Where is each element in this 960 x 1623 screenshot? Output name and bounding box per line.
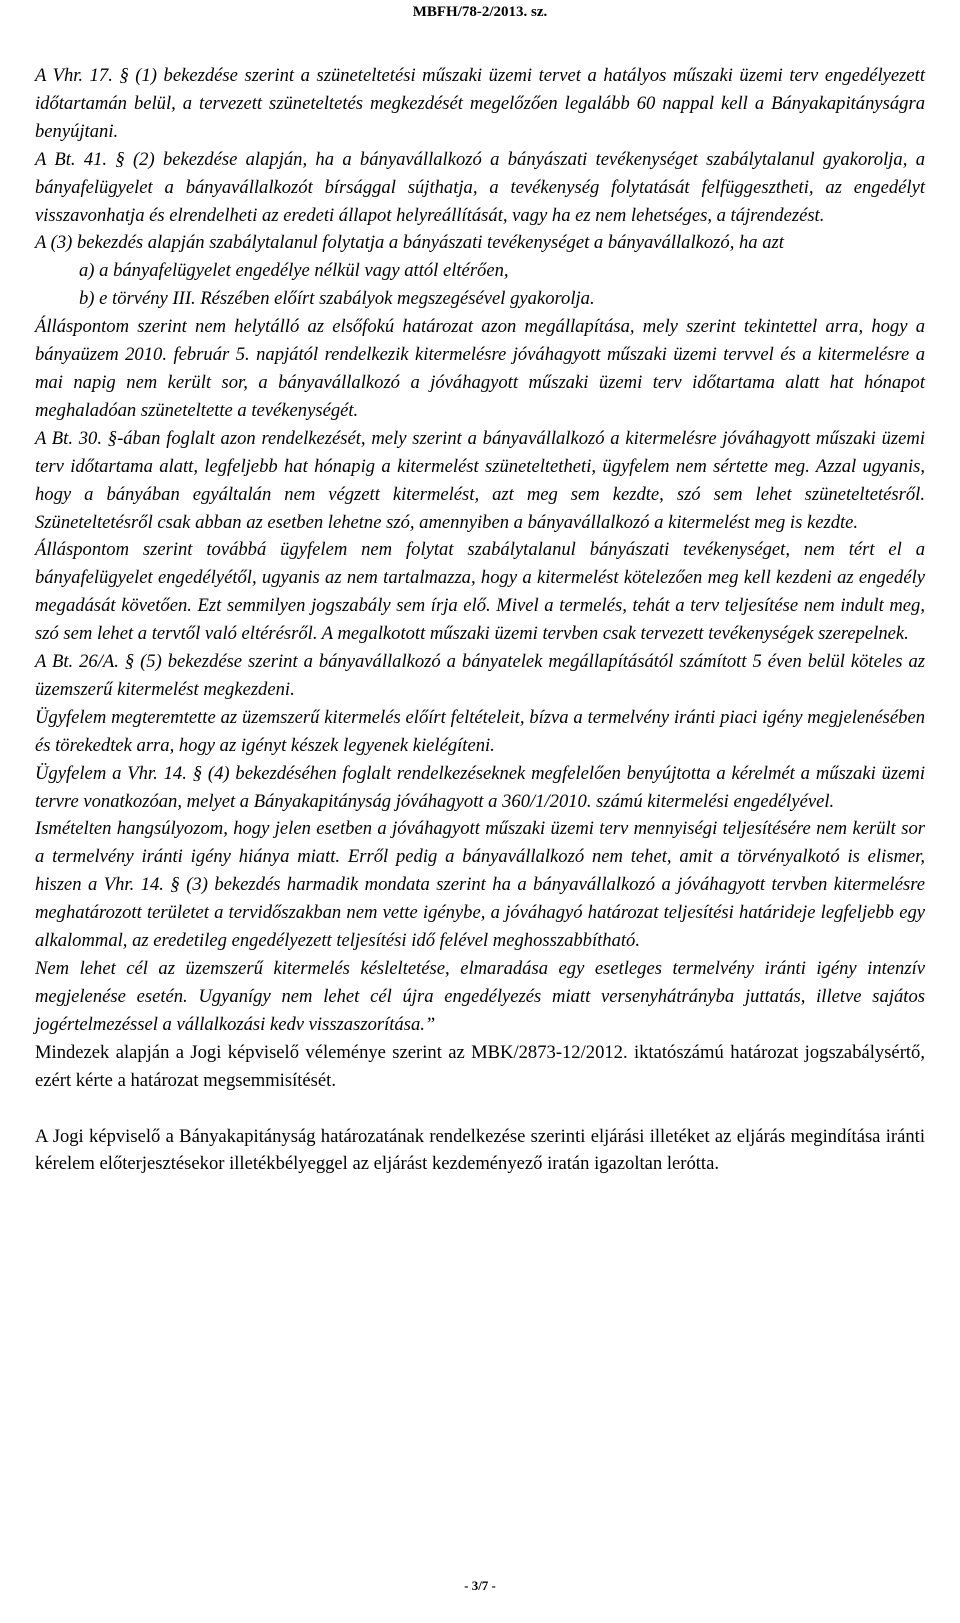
paragraph-bekezdes-3: A (3) bekezdés alapján szabálytalanul folytatja a bányászati tevékenységet a bányavállalkozó, ha azt: [35, 232, 784, 254]
paragraph-ugyfelem-2: Ügyfelem a Vhr. 14. § (4) bekezdéséhen foglalt rendelkezéseknek megfelelően benyújtotta a kérelmét a műszaki üzemi tervre vonatkozóan, melyet a Bányakapitányság jóváhagyott a 360/1/2010. számú kitermelési engedélyével.: [35, 762, 925, 812]
document-body: [35, 62, 925, 1178]
paragraph-bt-41: A Bt. 41. § (2) bekezdése alapján, ha a bányavállalkozó a bányászati tevékenységet szabálytalanul gyakorolja, a bányafelügyelet a bányavállalkozót bírsággal sújthatja, a tevékenység folytatását felfüggesztheti, az engedélyt visszavonhatja és elrendelheti az eredeti állapot helyreállítását, vagy ha ez nem lehetséges, a tájrendezést.: [35, 148, 925, 226]
paragraph-spacer: [35, 1095, 925, 1123]
paragraph-illetek: A Jogi képviselő a Bányakapitányság határozatának rendelkezése szerinti eljárási illetéket az eljárás megindítása iránti kérelem előterjesztésekor illetékbélyeggel az eljárást kezdeményező iratán igazoltan lerótta.: [35, 1125, 925, 1175]
paragraph-bt-26a: A Bt. 26/A. § (5) bekezdése szerint a bányavállalkozó a bányatelek megállapításától számított 5 éven belül köteles az üzemszerű kitermelést megkezdeni.: [35, 651, 925, 700]
paragraph-nem-lehet-cel: Nem lehet cél az üzemszerű kitermelés késleltetése, elmaradása egy esetleges termelvény iránti igény intenzív megjelenése esetén. Ugyanígy nem lehet cél újra engedélyezés miatt versenyhátrányba juttatás, illetve sajátos jogértelmezéssel a vállalkozási kedv visszaszorítása.”: [35, 958, 925, 1035]
list-item-a: a) a bányafelügyelet engedélye nélkül vagy attól eltérően,: [79, 260, 509, 282]
paragraph-vhr-17: A Vhr. 17. § (1) bekezdése szerint a szüneteltetési műszaki üzemi tervet a hatályos műszaki üzemi terv engedélyezett időtartamán belül, a tervezett szüneteltetés megkezdését megelőzően legalább 60 nappal kell a Bányakapitányságra benyújtani.: [35, 65, 925, 142]
paragraph-allaspontom-1: Álláspontom szerint nem helytálló az elsőfokú határozat azon megállapítása, mely szerint tekintettel arra, hogy a bányaüzem 2010. február 5. napjától rendelkezik kitermelésre jóváhagyott műszaki üzemi tervvel és a kitermelésre a mai napig nem került sor, a bányavállalkozó a jóváhagyott műszaki üzemi terv időtartama alatt hat hónapot meghaladóan szüneteltette a tevékenységét.: [35, 316, 925, 421]
page-number-footer: - 3/7 -: [464, 1578, 496, 1593]
document-reference-header: MBFH/78-2/2013. sz.: [412, 4, 548, 20]
paragraph-bt-30: A Bt. 30. §-ában foglalt azon rendelkezését, mely szerint a bányavállalkozó a kitermelésre jóváhagyott műszaki üzemi terv időtartama alatt, legfeljebb hat hónapig a kitermelést szüneteltetheti, ügyfelem nem sértette meg. Azzal ugyanis, hogy a bányában egyáltalán nem végzett kitermelést, azt meg sem kezdte, szó sem lehet szüneteltetésről. Szüneteltetésről csak abban az esetben lehetne szó, amennyiben a bányavállalkozó a kitermelést meg is kezdte.: [35, 427, 925, 533]
paragraph-ugyfelem-1: Ügyfelem megteremtette az üzemszerű kitermelés előírt feltételeit, bízva a termelvény iránti piaci igény megjelenésében és törekedtek arra, hogy az igényt készek legyenek kielégíteni.: [35, 706, 925, 756]
paragraph-allaspontom-2: Álláspontom szerint továbbá ügyfelem nem folytat szabálytalanul bányászati tevékenységet, nem tért el a bányafelügyelet engedélyétől, ugyanis az nem tartalmazza, hogy a kitermelést kötelezően meg kell kezdeni az engedély megadását követően. Ezt semmilyen jogszabály sem írja elő. Mivel a termelés, tehát a terv teljesítése nem indult meg, szó sem lehet a tervtől való eltérésről. A megalkotott műszaki üzemi tervben csak tervezett tevékenységek szerepelnek.: [35, 539, 925, 645]
paragraph-ismetelten: Ismételten hangsúlyozom, hogy jelen esetben a jóváhagyott műszaki üzemi terv mennyiségi teljesítésére nem került sor a termelvény iránti igény hiánya miatt. Erről pedig a bányavállalkozó nem tehet, amit a törvényalkotó is elismer, hiszen a Vhr. 14. § (3) bekezdés harmadik mondata szerint ha a bányavállalkozó a jóváhagyott tervben kitermelésre meghatározott területet a tervidőszakban nem vette igénybe, a jóváhagyó határozat teljesítési határideje legfeljebb egy alkalommal, az eredetileg engedélyezett teljesítési idő felével meghosszabbítható.: [35, 818, 925, 952]
paragraph-mindezek: Mindezek alapján a Jogi képviselő véleménye szerint az MBK/2873-12/2012. iktatószámú határozat jogszabálysértő, ezért kérte a határozat megsemmisítését.: [35, 1041, 925, 1091]
list-item-b: b) e törvény III. Részében előírt szabályok megszegésével gyakorolja.: [79, 288, 595, 310]
